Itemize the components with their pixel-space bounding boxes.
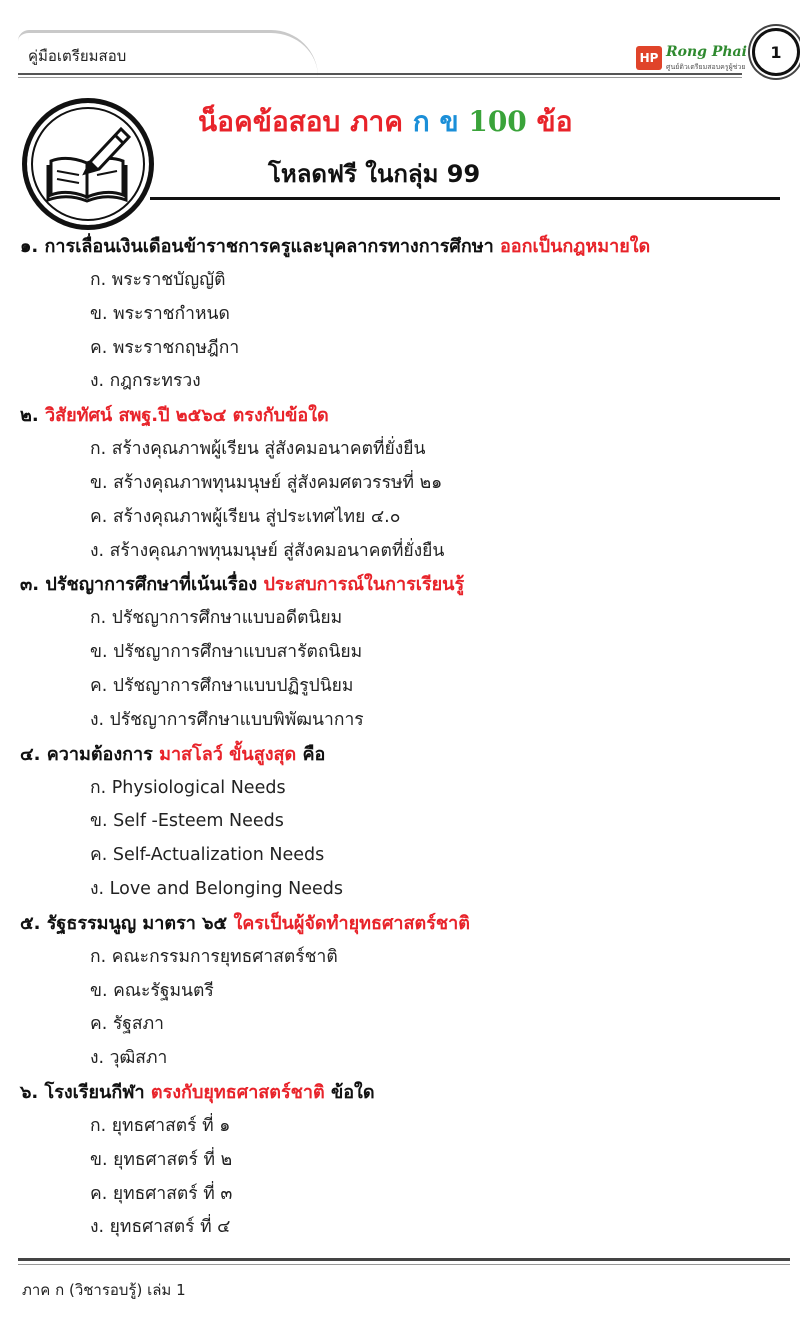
- headline-part-1: น็อคข้อสอบ: [198, 105, 351, 138]
- answer-option: ง. สร้างคุณภาพทุนมนุษย์ สู่สังคมอนาคตที่ยั่งยืน: [90, 540, 445, 561]
- headline-part-4: 100: [468, 105, 537, 138]
- question-highlight: ตรงกับยุทธศาสตร์ชาติ: [150, 1081, 325, 1103]
- answer-option: ค. Self-Actualization Needs: [90, 845, 325, 866]
- question-text: [20, 1076, 790, 1110]
- question-text: [20, 738, 790, 772]
- footer-text: ภาค ก (วิชารอบรู้) เล่ม 1: [22, 1281, 186, 1299]
- answer-option: ข. ปรัชญาการศึกษาแบบสารัตถนิยม: [90, 642, 363, 663]
- question-highlight: ใครเป็นผู้จัดทำยุทธศาสตร์ชาติ: [233, 912, 470, 934]
- question-3: [20, 568, 790, 737]
- answer-option: ค. ยุทธศาสตร์ ที่ ๓: [90, 1183, 233, 1204]
- answer-option: ง. วุฒิสภา: [90, 1048, 168, 1069]
- subheadline: โหลดฟรี ในกลุ่ม 99: [268, 160, 481, 188]
- answer-option: ก. คณะกรรมการยุทธศาสตร์ชาติ: [90, 946, 338, 967]
- logo-tagline: ศูนย์ติวเตรียมสอบครูผู้ช่วย: [666, 63, 746, 71]
- answer-option: ข. ยุทธศาสตร์ ที่ ๒: [90, 1149, 233, 1170]
- hero-divider: [150, 197, 780, 200]
- answer-option: ก. ปรัชญาการศึกษาแบบอดีตนิยม: [90, 608, 343, 629]
- question-prefix: ๒.: [20, 405, 45, 427]
- answer-option: ข. พระราชกำหนด: [90, 303, 230, 324]
- answer-option: ก. Physiological Needs: [90, 777, 286, 798]
- question-highlight: ประสบการณ์ในการเรียนรู้: [263, 574, 465, 596]
- answer-option: ข. Self -Esteem Needs: [90, 811, 284, 832]
- question-2: [20, 399, 790, 568]
- logo-mark-icon: HP: [636, 46, 662, 70]
- answer-option: ก. ยุทธศาสตร์ ที่ ๑: [90, 1115, 231, 1136]
- headline-part-2: ภาค: [350, 105, 413, 138]
- question-6: [20, 1076, 790, 1245]
- question-text: [20, 230, 790, 264]
- answer-option: ค. สร้างคุณภาพผู้เรียน สู่ประเทศไทย ๔.๐: [90, 506, 401, 527]
- book-pen-icon: [22, 98, 154, 230]
- question-text: [20, 568, 790, 602]
- headline-part-5: ข้อ: [536, 105, 573, 138]
- footer-divider: [18, 1258, 790, 1261]
- answer-option: ง. ยุทธศาสตร์ ที่ ๔: [90, 1217, 231, 1238]
- answer-option: ก. สร้างคุณภาพผู้เรียน สู่สังคมอนาคตที่ยั่งยืน: [90, 439, 426, 460]
- headline: [198, 100, 573, 144]
- question-prefix: ๖. โรงเรียนกีฬา: [20, 1081, 151, 1103]
- answer-option: ข. สร้างคุณภาพทุนมนุษย์ สู่สังคมศตวรรษที่ ๒๑: [90, 472, 443, 493]
- answer-option: ง. ปรัชญาการศึกษาแบบพิพัฒนาการ: [90, 709, 364, 730]
- question-highlight: มาสโลว์ ขั้นสูงสุด: [159, 743, 297, 765]
- header-divider: [18, 73, 742, 75]
- answer-option: ข. คณะรัฐมนตรี: [90, 980, 214, 1001]
- question-4: [20, 738, 790, 907]
- page-number-badge: 1: [752, 28, 800, 76]
- question-1: [20, 230, 790, 399]
- answer-option: ง. กฎกระทรวง: [90, 371, 201, 392]
- answer-option: ค. รัฐสภา: [90, 1014, 164, 1035]
- answer-option: ค. พระราชกฤษฎีกา: [90, 337, 240, 358]
- header-divider-thin: [18, 77, 742, 78]
- question-highlight: วิสัยทัศน์ สพฐ.ปี ๒๕๖๔ ตรงกับข้อใด: [44, 405, 329, 427]
- headline-part-3: ก ข: [412, 105, 469, 138]
- logo-name: Rong Phai: [666, 44, 747, 60]
- brand-logo: [636, 42, 748, 72]
- answer-option: ก. พระราชบัญญัติ: [90, 270, 226, 290]
- answer-option: ง. Love and Belonging Needs: [90, 878, 344, 899]
- question-suffix: ข้อใด: [324, 1081, 375, 1103]
- footer-divider-thin: [18, 1264, 790, 1265]
- page-header: [0, 0, 800, 80]
- question-list: [20, 230, 790, 1245]
- question-prefix: ๓. ปรัชญาการศึกษาที่เน้นเรื่อง: [20, 574, 264, 596]
- question-prefix: ๑. การเลื่อนเงินเดือนข้าราชการครูและบุคลากรทางการศึกษา: [20, 236, 500, 257]
- header-title: คู่มือเตรียมสอบ: [28, 47, 127, 65]
- question-text: [20, 907, 790, 941]
- question-5: [20, 907, 790, 1076]
- question-prefix: ๕. รัฐธรรมนูญ มาตรา ๖๕: [20, 912, 234, 934]
- question-prefix: ๔. ความต้องการ: [20, 743, 160, 765]
- answer-option: ค. ปรัชญาการศึกษาแบบปฏิรูปนิยม: [90, 675, 354, 696]
- question-text: [20, 399, 790, 433]
- question-suffix: คือ: [296, 743, 326, 765]
- question-highlight: ออกเป็นกฎหมายใด: [499, 236, 651, 257]
